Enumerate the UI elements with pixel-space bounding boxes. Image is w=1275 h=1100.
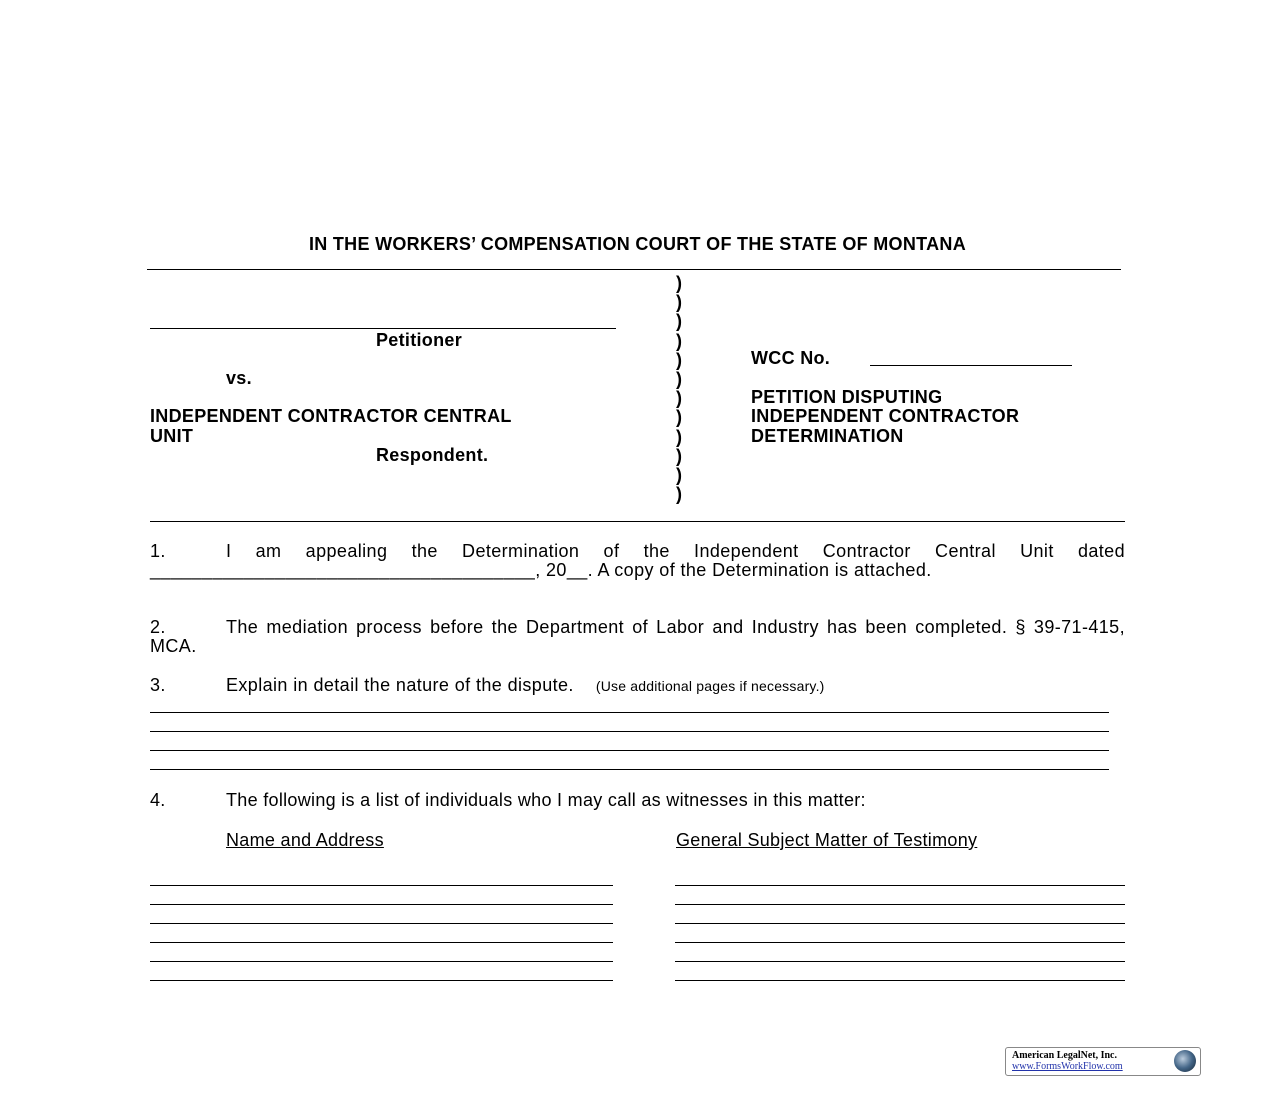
caption-paren: )	[676, 349, 683, 370]
divider	[147, 269, 1121, 270]
paragraph-number: 4.	[150, 790, 166, 810]
document-title-line: INDEPENDENT CONTRACTOR	[751, 406, 1020, 426]
caption-paren: )	[676, 311, 683, 332]
witness-name-line[interactable]	[150, 904, 613, 905]
caption-paren: )	[676, 330, 683, 351]
witness-subject-line[interactable]	[675, 904, 1125, 905]
respondent-name-cont: UNIT	[150, 426, 194, 446]
respondent-name: INDEPENDENT CONTRACTOR CENTRAL	[150, 406, 512, 426]
dispute-line[interactable]	[150, 769, 1109, 770]
caption-paren: )	[676, 292, 683, 313]
petitioner-name-field[interactable]	[150, 328, 616, 329]
footer-logo	[1005, 1047, 1201, 1076]
date-field[interactable]: _____________________________________, 20__. A copy of the Determination is attached.	[150, 560, 932, 581]
wcc-no-field[interactable]	[870, 365, 1072, 366]
witness-subject-line[interactable]	[675, 923, 1125, 924]
divider	[150, 521, 1125, 522]
witness-name-line[interactable]	[150, 942, 613, 943]
paragraph-note: (Use additional pages if necessary.)	[595, 678, 825, 694]
caption-paren: )	[676, 388, 683, 409]
court-title: IN THE WORKERS’ COMPENSATION COURT OF THE STATE OF MONTANA	[308, 234, 967, 254]
document-title-line: DETERMINATION	[751, 426, 904, 446]
column-header-name: Name and Address	[226, 830, 384, 850]
witness-subject-line[interactable]	[675, 885, 1125, 886]
paragraph-2	[150, 618, 1125, 657]
witness-name-line[interactable]	[150, 885, 613, 886]
vs-label: vs.	[226, 368, 252, 388]
caption-paren: )	[676, 465, 683, 485]
company-url[interactable]: www.FormsWorkFlow.com	[1012, 1061, 1123, 1072]
dispute-line[interactable]	[150, 712, 1109, 713]
paragraph-1	[150, 542, 1125, 581]
dispute-line[interactable]	[150, 731, 1109, 732]
paragraph-text: I am appealing the Determination of the Independent Contractor Central Unit dated	[226, 541, 1125, 561]
caption-paren: )	[676, 445, 683, 466]
witness-name-line[interactable]	[150, 980, 613, 981]
witness-subject-line[interactable]	[675, 961, 1125, 962]
caption-paren: )	[676, 426, 683, 447]
paragraph-text: The following is a list of individuals who I may call as witnesses in this matter:	[226, 790, 866, 810]
dispute-line[interactable]	[150, 750, 1109, 751]
caption-paren: )	[676, 273, 683, 293]
paragraph-text: The mediation process before the Department of Labor and Industry has been completed. § 39-71-415, MCA.	[150, 617, 1125, 657]
respondent-label: Respondent.	[376, 445, 489, 465]
document-title-line: PETITION DISPUTING	[751, 387, 943, 407]
company-name: American LegalNet, Inc.	[1012, 1050, 1117, 1061]
witness-name-line[interactable]	[150, 961, 613, 962]
petitioner-label: Petitioner	[376, 330, 463, 350]
wcc-no-label: WCC No.	[751, 348, 831, 368]
caption-paren: )	[676, 369, 683, 389]
witness-name-line[interactable]	[150, 923, 613, 924]
paragraph-4	[150, 791, 1125, 810]
witness-subject-line[interactable]	[675, 942, 1125, 943]
column-header-subject: General Subject Matter of Testimony	[676, 830, 978, 850]
paragraph-text: Explain in detail the nature of the dispute.	[226, 675, 574, 695]
paragraph-number: 3.	[150, 675, 166, 695]
caption-paren: )	[676, 407, 683, 428]
paragraph-3	[150, 676, 1125, 696]
caption-paren: )	[676, 484, 683, 505]
paragraph-number: 2.	[150, 617, 166, 637]
witness-subject-line[interactable]	[675, 980, 1125, 981]
paragraph-number: 1.	[150, 541, 166, 561]
globe-icon	[1174, 1050, 1196, 1072]
